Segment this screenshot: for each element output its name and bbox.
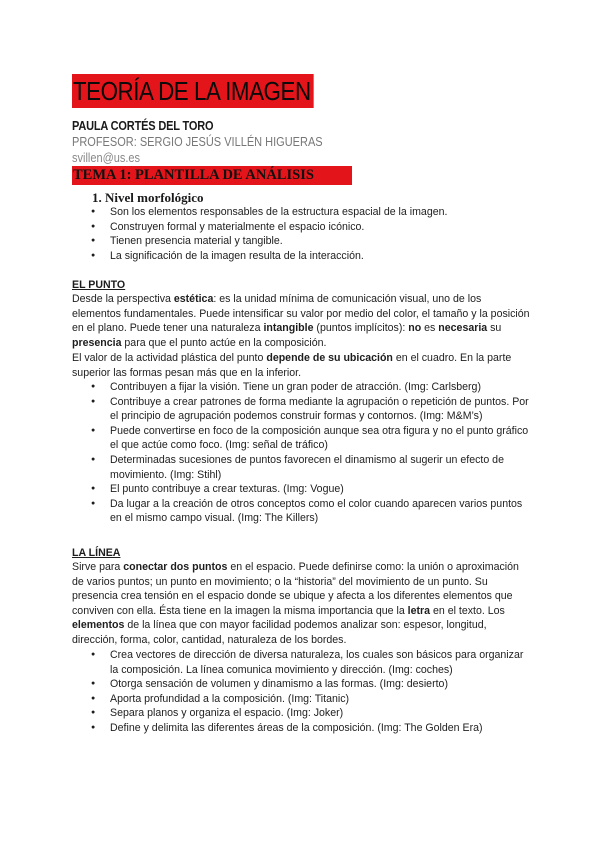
list-item: ● Crea vectores de dirección de diversa naturaleza, los cuales son básicos para organizar la composición. La línea comunica movimiento y dirección. (Img: coches) (91, 648, 531, 677)
intro-list (91, 205, 521, 263)
list-item: ● El punto contribuye a crear texturas. (Img: Vogue) (91, 482, 531, 497)
linea-heading: LA LÍNEA (72, 547, 121, 559)
author-name: PAULA CORTÉS DEL TORO (72, 119, 214, 133)
list-item: ● Puede convertirse en foco de la composición aunque sea otra figura y no el punto gráfico el que actúe como foco. (Img: señal de tráfico) (91, 424, 531, 453)
linea-list (91, 648, 531, 736)
level-heading: 1. Nivel morfológico (92, 190, 204, 205)
list-item: ● Tienen presencia material y tangible. (91, 234, 521, 249)
list-item: ● Contribuyen a fijar la visión. Tiene un gran poder de atracción. (Img: Carlsberg) (91, 380, 531, 395)
list-item: ● Aporta profundidad a la composición. (Img: Titanic) (91, 692, 531, 707)
professor-line: PROFESOR: SERGIO JESÚS VILLÉN HIGUERAS (72, 135, 323, 149)
linea-paragraph: Sirve para conectar dos puntos en el espacio. Puede definirse como: la unión o aproximación de varios puntos; un punto en movimiento; o la “historia” del movimiento de un punto. Su presencia crea tensión en el espacio donde se ubique y afecta a los diferentes elementos que conviven con ella. Ésta tiene en la imagen la misma importancia que la letra en el texto. Los elementos de la línea que con mayor facilidad podemos analizar son: espesor, longitud, dirección, forma, color, cantidad, naturaleza de los bordes. (72, 561, 519, 646)
list-item: ● Contribuye a crear patrones de forma mediante la agrupación o repetición de puntos. Por el principio de agrupación podemos construir formas y contornos. (Img: M&M’s) (91, 395, 531, 424)
list-item: ● Da lugar a la creación de otros conceptos como el color cuando aparecen varios puntos en el mismo campo visual. (Img: The Killers) (91, 497, 531, 526)
list-item: ● Son los elementos responsables de la estructura espacial de la imagen. (91, 205, 521, 220)
punto-paragraph-1: Desde la perspectiva estética: es la unidad mínima de comunicación visual, uno de los elementos fundamentales. Puede intensificar su valor por medio del color, el tamaño y la posición en el plano. Puede tener una naturaleza intangible (puntos implícitos): no es necesaria su presencia para que el punto actúe en la composición. (72, 293, 530, 349)
email-link[interactable]: svillen@us.es (72, 151, 141, 165)
list-item: ● Determinadas sucesiones de puntos favorecen el dinamismo al sugerir un efecto de movimiento. (Img: Stihl) (91, 453, 531, 482)
section-title: TEMA 1: PLANTILLA DE ANÁLISIS (72, 166, 352, 185)
list-item: ● Define y delimita las diferentes áreas de la composición. (Img: The Golden Era) (91, 721, 531, 736)
punto-heading: EL PUNTO (72, 279, 126, 291)
punto-list (91, 380, 531, 526)
document-title: TEORÍA DE LA IMAGEN (72, 74, 313, 108)
list-item: ● La significación de la imagen resulta de la interacción. (91, 249, 521, 264)
punto-paragraph-2: El valor de la actividad plástica del punto depende de su ubicación en el cuadro. En la parte superior las formas pesan más que en la inferior. (72, 352, 512, 379)
list-item: ● Separa planos y organiza el espacio. (Img: Joker) (91, 706, 531, 721)
list-item: ● Otorga sensación de volumen y dinamismo a las formas. (Img: desierto) (91, 677, 531, 692)
list-item: ● Construyen formal y materialmente el espacio icónico. (91, 220, 521, 235)
